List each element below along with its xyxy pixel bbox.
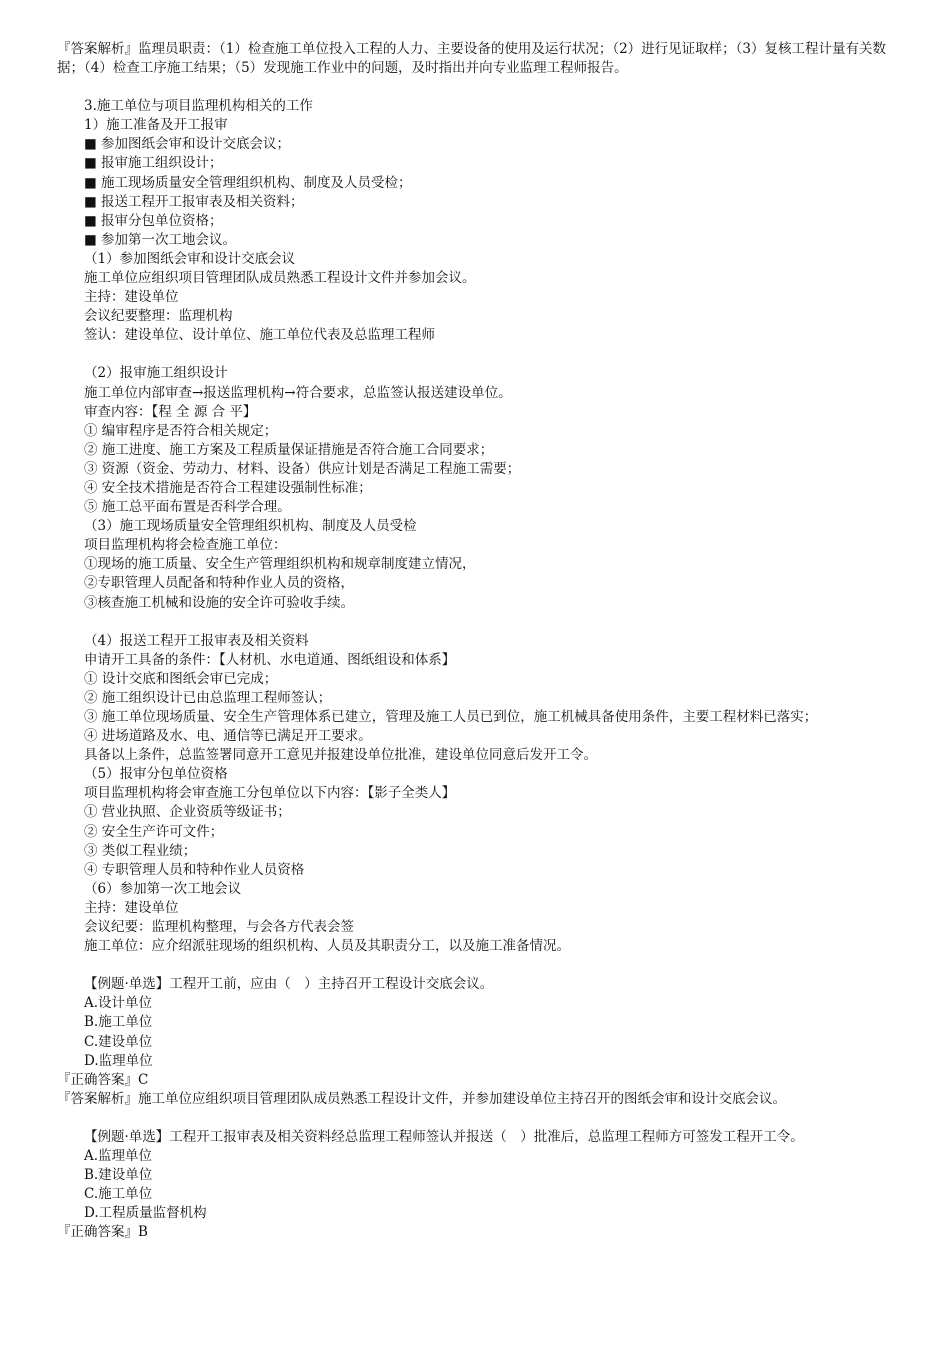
item-line: 审查内容：【程 全 源 合 平】 [84, 403, 257, 420]
example-option: C.施工单位 [84, 1186, 153, 1203]
item-line-hanging: ③ 施工单位现场质量、安全生产管理体系已建立，管理及施工人员已到位，施工机械具备使用条件，主要工程材料已落实； [84, 709, 818, 725]
answer-analysis: 『答案解析』施工单位应组织项目管理团队成员熟悉工程设计文件，并参加建设单位主持召开的图纸会审和设计交底会议。 [57, 1090, 786, 1107]
item-line: ③ 资源（资金、劳动力、材料、设备）供应计划是否满足工程施工需要； [84, 460, 521, 477]
bullet-item: ■ 参加第一次工地会议。 [84, 231, 237, 248]
item-line: ④ 专职管理人员和特种作业人员资格 [84, 861, 305, 878]
subsection-title: 1）施工准备及开工报审 [84, 117, 228, 134]
item-line: ③ 类似工程业绩； [84, 842, 197, 859]
section-title: 3.施工单位与项目监理机构相关的工作 [84, 98, 313, 115]
bullet-item: ■ 报送工程开工报审表及相关资料； [84, 193, 304, 210]
item-line: ③核查施工机械和设施的安全许可验收手续。 [84, 594, 354, 611]
item-line: 会议纪要整理：监理机构 [84, 308, 233, 325]
item-line: 项目监理机构将会审查施工分包单位以下内容：【影子全类人】 [84, 785, 456, 802]
item-line: ②专职管理人员配备和特种作业人员的资格， [84, 575, 354, 592]
item-line: ⑤ 施工总平面布置是否科学合理。 [84, 499, 291, 516]
example-option: A.监理单位 [84, 1147, 153, 1164]
item-line: 主持：建设单位 [84, 289, 179, 306]
intro-answer-analysis: 『答案解析』监理员职责：（1）检查施工单位投入工程的人力、主要设备的使用及运行状况；（2）进行见证取样；（3）复核工程计量有关数据；（4）检查工序施工结果；（5）发现施工作业中的问题，及时指出并向专业监理工程师报告。 [57, 41, 887, 77]
item-line: ② 安全生产许可文件； [84, 823, 224, 840]
correct-answer: 『正确答案』B [57, 1224, 148, 1241]
item-line: ② 施工组织设计已由总监理工程师签认； [84, 689, 332, 706]
correct-answer: 『正确答案』C [57, 1071, 149, 1088]
item-line: 主持：建设单位 [84, 899, 179, 916]
item-line: ① 编审程序是否符合相关规定； [84, 422, 278, 439]
item-line: ④ 进场道路及水、电、通信等已满足开工要求。 [84, 728, 372, 745]
item-line: 施工单位应组织项目管理团队成员熟悉工程设计文件并参加会议。 [84, 270, 476, 287]
item-line: 施工单位内部审查→报送监理机构→符合要求，总监签认报送建设单位。 [84, 384, 512, 401]
item-title: （3）施工现场质量安全管理组织机构、制度及人员受检 [84, 518, 417, 535]
bullet-item: ■ 施工现场质量安全管理组织机构、制度及人员受检； [84, 174, 412, 191]
bullet-item: ■ 报审分包单位资格； [84, 212, 223, 229]
item-line: 项目监理机构将会检查施工单位： [84, 537, 287, 554]
example-option: B.建设单位 [84, 1167, 153, 1184]
example-question: 【例题·单选】工程开工前，应由（ ）主持召开工程设计交底会议。 [84, 976, 494, 993]
item-line: 会议纪要：监理机构整理，与会各方代表会签 [84, 919, 354, 936]
item-title: （6）参加第一次工地会议 [84, 880, 242, 897]
item-line: ② 施工进度、施工方案及工程质量保证措施是否符合施工合同要求； [84, 441, 494, 458]
example-option: C.建设单位 [84, 1033, 153, 1050]
item-line: 签认：建设单位、设计单位、施工单位代表及总监理工程师 [84, 327, 435, 344]
item-line: ① 营业执照、企业资质等级证书； [84, 804, 291, 821]
bullet-item: ■ 参加图纸会审和设计交底会议； [84, 136, 291, 153]
item-title: （4）报送工程开工报审表及相关资料 [84, 632, 309, 649]
example-option: A.设计单位 [84, 995, 153, 1012]
item-line: 申请开工具备的条件：【人材机、水电道通、图纸组设和体系】 [84, 651, 456, 668]
item-title: （2）报审施工组织设计 [84, 365, 228, 382]
example-question: 【例题·单选】工程开工报审表及相关资料经总监理工程师签认并报送（ ）批准后，总监理工程师方可签发工程开工令。 [84, 1128, 804, 1145]
item-title: （5）报审分包单位资格 [84, 766, 228, 783]
example-option: D.工程质量监督机构 [84, 1205, 207, 1222]
document-page [0, 40, 950, 1242]
item-line: 施工单位：应介绍派驻现场的组织机构、人员及其职责分工，以及施工准备情况。 [84, 938, 570, 955]
item-line: ①现场的施工质量、安全生产管理组织机构和规章制度建立情况， [84, 556, 476, 573]
item-line: ① 设计交底和图纸会审已完成； [84, 670, 278, 687]
example-option: B.施工单位 [84, 1014, 153, 1031]
item-line: 具备以上条件，总监签署同意开工意见并报建设单位批准，建设单位同意后发开工令。 [84, 747, 597, 764]
item-line: ④ 安全技术措施是否符合工程建设强制性标准； [84, 479, 372, 496]
example-option: D.监理单位 [84, 1052, 153, 1069]
item-title: （1）参加图纸会审和设计交底会议 [84, 250, 296, 267]
bullet-item: ■ 报审施工组织设计； [84, 155, 223, 172]
